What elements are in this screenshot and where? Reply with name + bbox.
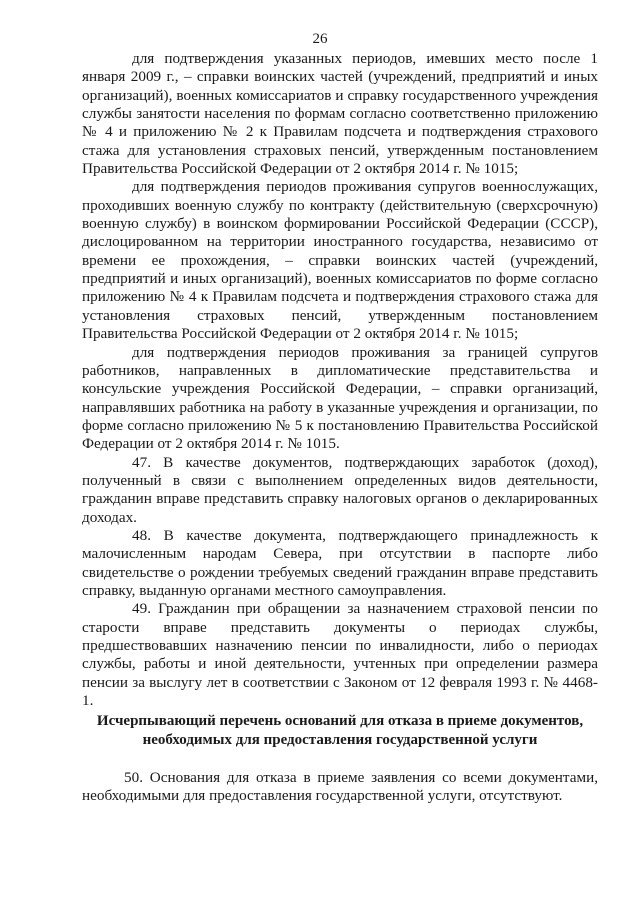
paragraph-48: 48. В качестве документа, подтверждающего принадлежность к малочисленным народам Севера, при отсутствии в паспорте либо свидетельстве о рождении требуемых сведений гражданин вправе представить справку, выданную органами местного самоуправления.	[82, 526, 598, 599]
paragraph-spouses-military: для подтверждения периодов проживания супругов военнослужащих, проходивших военную службу по контракту (действительную (сверхсрочную) военную службу) в воинском формировании Российской Федерации (СССР), дислоцированном на территории иностранного государства, независимо от времени ее прохождения, – справки воинских частей (учреждений, предприятий и иных организаций), военных комиссариатов по форме согласно приложению № 4 к Правилам подсчета и подтверждения страхового стажа для установления страховых пенсий, утвержденным постановлением Правительства Российской Федерации от 2 октября 2014 г. № 1015;	[82, 178, 598, 343]
paragraph-49: 49. Гражданин при обращении за назначением страховой пенсии по старости вправе представить документы о периодах службы, предшествовавших назначению пенсии по инвалидности, либо о периодах службы, работы и иной деятельности, учтенных при определении размера пенсии за выслугу лет в соответствии с Законом от 12 февраля 1993 г. № 4468-1.	[82, 600, 598, 710]
final-section	[82, 769, 598, 806]
page-number: 26	[312, 31, 328, 47]
paragraph-periods-after-2009: для подтверждения указанных периодов, имевших место после 1 января 2009 г., – справки воинских частей (учреждений, предприятий и иных организаций), военных комиссариатов и справку государственного учреждения службы занятости населения по формам согласно соответственно приложению № 4 и приложению № 2 к Правилам подсчета и подтверждения страхового стажа для установления страховых пенсий, утвержденным постановлением Правительства Российской Федерации от 2 октября 2014 г. № 1015;	[82, 50, 598, 178]
paragraph-50: 50. Основания для отказа в приеме заявления со всеми документами, необходимыми для предоставления государственной услуги, отсутствуют.	[82, 769, 598, 805]
section-heading-line-1: Исчерпывающий перечень оснований для отказа в приеме документов,	[96, 713, 584, 729]
paragraph-spouses-diplomatic: для подтверждения периодов проживания за границей супругов работников, направленных в дипломатические представительства и консульские учреждения Российской Федерации, – справки организаций, направлявших работника на работу в указанные учреждения и организации, по форме согласно приложению № 5 к постановлению Правительства Российской Федерации от 2 октября 2014 г. № 1015.	[82, 343, 598, 453]
section-heading-line-2: необходимых для предоставления государственной услуги	[142, 732, 538, 748]
section-heading	[82, 712, 598, 750]
document-body	[82, 50, 598, 710]
paragraph-47: 47. В качестве документов, подтверждающих заработок (доход), полученный в связи с выполнением определенных видов деятельности, гражданин вправе представить справку налоговых органов о декларированных доходах.	[82, 453, 598, 526]
